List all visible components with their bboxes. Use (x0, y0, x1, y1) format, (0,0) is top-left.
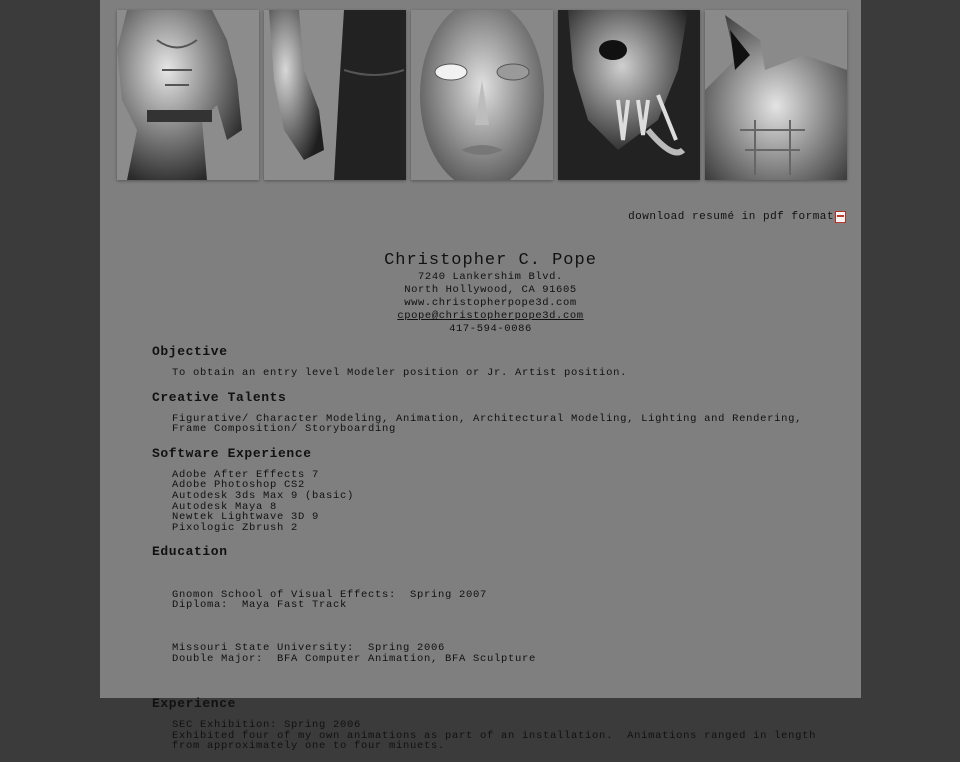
section-title-objective: Objective (152, 344, 228, 359)
gallery-strip (117, 10, 847, 180)
pdf-icon (835, 211, 846, 223)
resume-page (100, 0, 861, 753)
education-entry-gnomon: Gnomon School of Visual Effects: Spring 2007 Diploma: Maya Fast Track (172, 588, 488, 612)
address-line-1: 7240 Lankershim Blvd. (418, 271, 563, 283)
section-title-talents: Creative Talents (152, 389, 287, 405)
section-title-education: Education (152, 544, 228, 560)
education-entry-missouri: Missouri State University: Spring 2006 Double Major: BFA Computer Animation, BFA Sculpture (172, 641, 537, 665)
section-body-experience: SEC Exhibition: Spring 2006 Exhibited four of my own animations as part of an installation. Animations ranged in length from approximately one to four minuets. (172, 719, 817, 753)
resume-header (100, 251, 881, 336)
gallery-image-4[interactable] (558, 10, 700, 180)
gallery-image-3[interactable] (411, 10, 553, 180)
section-body-objective: To obtain an entry level Modeler position or Jr. Artist position. (172, 367, 628, 379)
gallery-image-1[interactable] (117, 10, 259, 180)
website-text: www.christopherpope3d.com (404, 297, 577, 309)
section-body-education (172, 568, 832, 685)
address-line-2: North Hollywood, CA 91605 (404, 284, 577, 296)
phone-number: 417-594-0086 (449, 323, 532, 335)
download-pdf-label: download resumé in pdf format (628, 211, 834, 223)
email-link[interactable]: cpope@christopherpope3d.com (397, 310, 584, 322)
download-pdf-link[interactable] (628, 211, 846, 223)
gallery-image-5[interactable] (705, 10, 847, 180)
section-title-software: Software Experience (152, 445, 312, 461)
resume-content (152, 343, 832, 762)
section-body-talents: Figurative/ Character Modeling, Animation, Architectural Modeling, Lighting and Rendering, Frame Composition/ Storyboarding (172, 412, 803, 436)
resume-name: Christopher C. Pope (384, 251, 597, 270)
gallery-image-2[interactable] (264, 10, 406, 180)
section-title-experience: Experience (152, 696, 237, 712)
section-body-software: Adobe After Effects 7 Adobe Photoshop CS2 Autodesk 3ds Max 9 (basic) Autodesk Maya 8 Newtek Lightwave 3D 9 Pixologic Zbrush 2 (172, 468, 355, 534)
